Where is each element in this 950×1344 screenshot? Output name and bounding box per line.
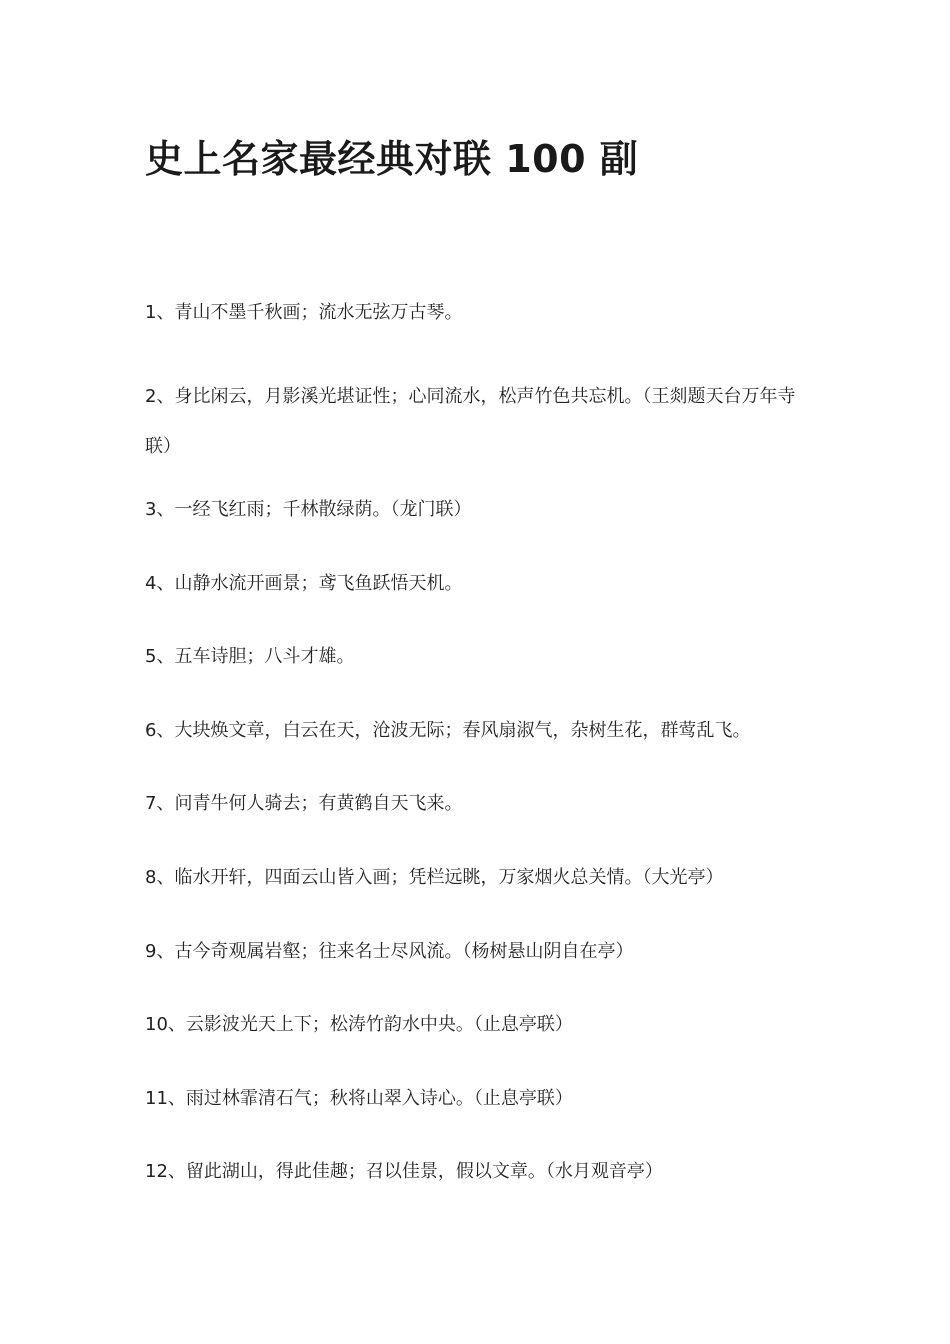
couplet-item-2: 2、身比闲云，月影溪光堪证性；心同流水，松声竹色共忘机。（王剡题天台万年寺联） (145, 385, 796, 457)
couplet-item-3: 3、一经飞红雨；千林散绿荫。（龙门联） (145, 499, 472, 521)
couplet-item-12: 12、留此湖山，得此佳趣；召以佳景，假以文章。（水月观音亭） (145, 1161, 663, 1183)
couplet-item-6: 6、大块焕文章，白云在天，沧波无际；春风扇淑气，杂树生花，群莺乱飞。 (145, 719, 751, 741)
couplet-item-1: 1、青山不墨千秋画；流水无弦万古琴。 (145, 302, 463, 323)
couplet-item-10: 10、云影波光天上下；松涛竹韵水中央。（止息亭联） (145, 1014, 573, 1036)
couplet-item-11: 11、雨过林霏清石气；秋将山翠入诗心。（止息亭联） (145, 1087, 573, 1109)
couplet-item-9: 9、古今奇观属岩壑；往来名士尽风流。（杨树悬山阴自在亭） (145, 940, 634, 962)
couplet-item-5: 5、五车诗胆；八斗才雄。 (145, 646, 355, 668)
couplet-item-8: 8、临水开轩，四面云山皆入画；凭栏远眺，万家烟火总关情。（大光亭） (145, 867, 724, 889)
page-title: 史上名家最经典对联 100 副 (145, 137, 639, 181)
couplet-item-7: 7、问青牛何人骑去；有黄鹤自天飞来。 (145, 793, 463, 815)
couplet-item-4: 4、山静水流开画景；鸢飞鱼跃悟天机。 (145, 572, 463, 594)
couplet-list (145, 298, 815, 1231)
